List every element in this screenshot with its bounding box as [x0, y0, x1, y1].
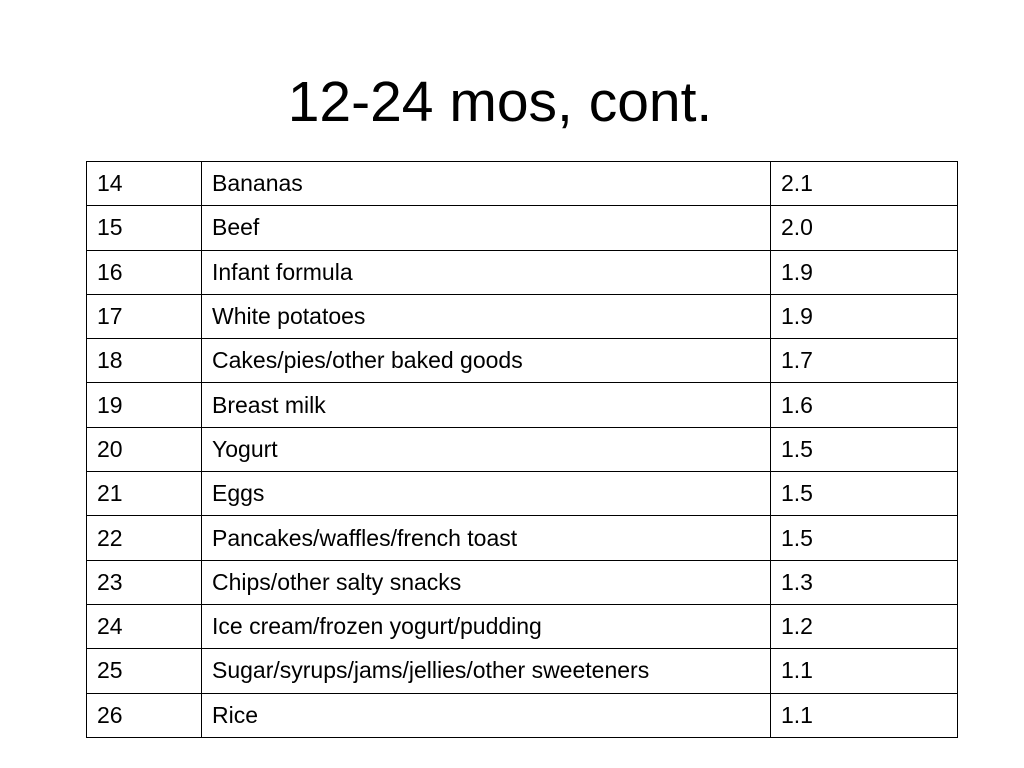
value-cell: 1.1: [771, 649, 958, 693]
food-cell: Pancakes/waffles/french toast: [202, 516, 771, 560]
rank-cell: 24: [87, 604, 202, 648]
value-cell: 1.9: [771, 294, 958, 338]
food-cell: Beef: [202, 206, 771, 250]
value-cell: 1.6: [771, 383, 958, 427]
value-cell: 1.5: [771, 427, 958, 471]
value-cell: 1.2: [771, 604, 958, 648]
food-cell: Bananas: [202, 162, 771, 206]
slide-title: 12-24 mos, cont.: [287, 70, 713, 134]
rank-cell: 26: [87, 693, 202, 737]
table-row: [87, 383, 958, 427]
rank-cell: 25: [87, 649, 202, 693]
food-cell: Chips/other salty snacks: [202, 560, 771, 604]
rank-cell: 18: [87, 339, 202, 383]
food-cell: Yogurt: [202, 427, 771, 471]
value-cell: 1.5: [771, 516, 958, 560]
value-cell: 1.1: [771, 693, 958, 737]
food-cell: Ice cream/frozen yogurt/pudding: [202, 604, 771, 648]
food-cell: Infant formula: [202, 250, 771, 294]
food-source-table: [86, 161, 958, 738]
rank-cell: 21: [87, 472, 202, 516]
value-cell: 1.9: [771, 250, 958, 294]
table-row: [87, 560, 958, 604]
value-cell: 1.5: [771, 472, 958, 516]
rank-cell: 16: [87, 250, 202, 294]
rank-cell: 15: [87, 206, 202, 250]
table-row: [87, 693, 958, 737]
table-row: [87, 339, 958, 383]
rank-cell: 17: [87, 294, 202, 338]
table-row: [87, 604, 958, 648]
food-cell: White potatoes: [202, 294, 771, 338]
value-cell: 2.0: [771, 206, 958, 250]
table-row: [87, 427, 958, 471]
food-cell: Rice: [202, 693, 771, 737]
table-row: [87, 206, 958, 250]
rank-cell: 22: [87, 516, 202, 560]
rank-cell: 19: [87, 383, 202, 427]
food-cell: Sugar/syrups/jams/jellies/other sweeteners: [202, 649, 771, 693]
table-row: [87, 649, 958, 693]
value-cell: 1.7: [771, 339, 958, 383]
rank-cell: 23: [87, 560, 202, 604]
food-cell: Breast milk: [202, 383, 771, 427]
food-cell: Eggs: [202, 472, 771, 516]
table-row: [87, 250, 958, 294]
table-row: [87, 472, 958, 516]
value-cell: 2.1: [771, 162, 958, 206]
table-row: [87, 516, 958, 560]
rank-cell: 20: [87, 427, 202, 471]
food-cell: Cakes/pies/other baked goods: [202, 339, 771, 383]
value-cell: 1.3: [771, 560, 958, 604]
table-row: [87, 162, 958, 206]
table-row: [87, 294, 958, 338]
rank-cell: 14: [87, 162, 202, 206]
